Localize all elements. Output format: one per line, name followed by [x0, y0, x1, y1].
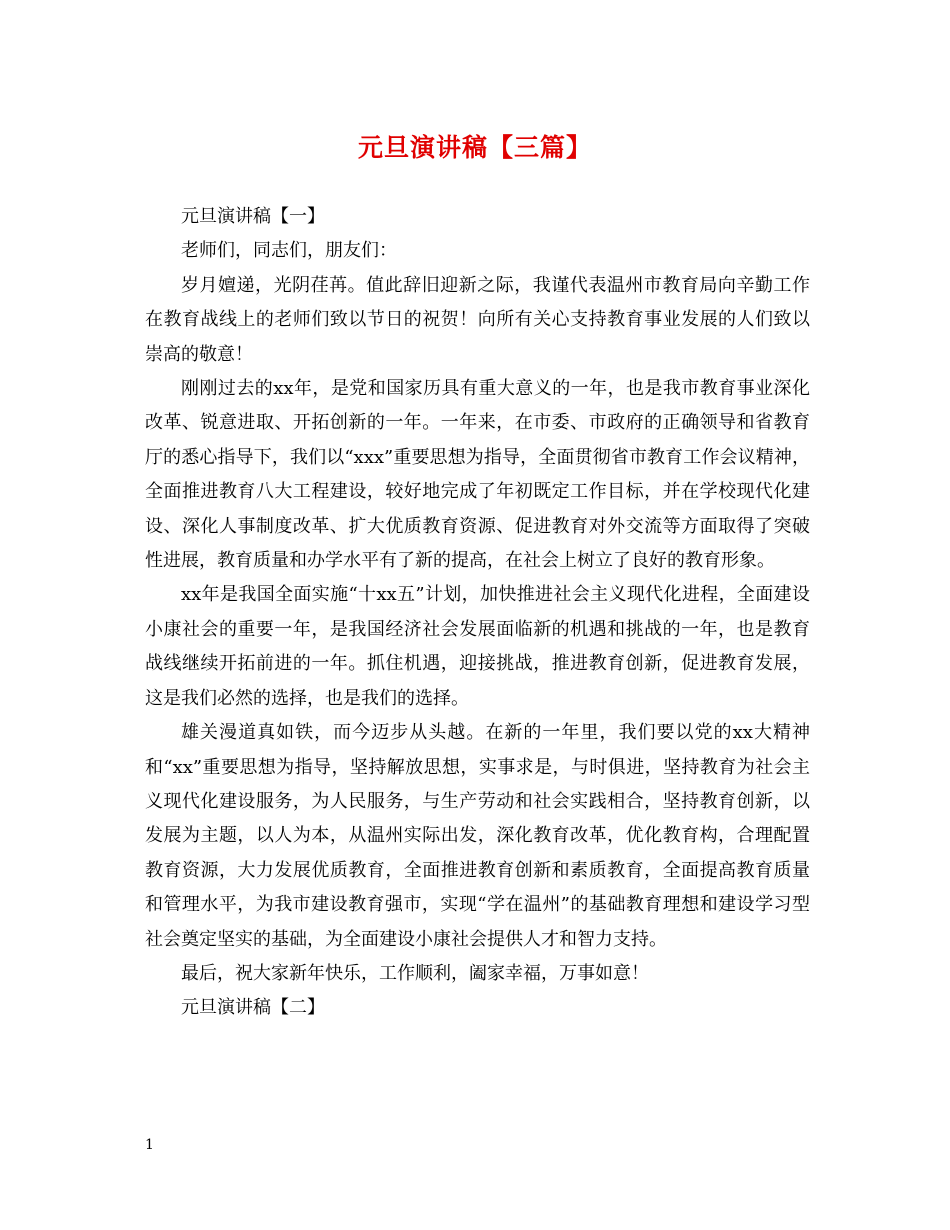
paragraph: xx年是我国全面实施“十xx五”计划，加快推进社会主义现代化进程，全面建设小康社会的重要一年，是我国经济社会发展面临新的机遇和挑战的一年，也是教育战线继续开拓前进的一年。抓住机遇，迎接挑战，推进教育创新，促进教育发展，这是我们必然的选择，也是我们的选择。 — [145, 584, 810, 709]
paragraph: 雄关漫道真如铁，而今迈步从头越。在新的一年里，我们要以党的xx大精神和“xx”重要思想为指导，坚持解放思想，实事求是，与时俱进，坚持教育为社会主义现代化建设服务，为人民服务，与生产劳动和社会实践相合，坚持教育创新，以发展为主题，以人为本，从温州实际出发，深化教育改革，优化教育构，合理配置教育资源，大力发展优质教育，全面推进教育创新和素质教育，全面提高教育质量和管理水平，为我市建设教育强市，实现“学在温州”的基础教育理想和建设学习型社会奠定坚实的基础，为全面建设小康社会提供人才和智力支持。 — [145, 722, 810, 950]
paragraph: 刚刚过去的xx年，是党和国家历具有重大意义的一年，也是我市教育事业深化改革、锐意进取、开拓创新的一年。一年来，在市委、市政府的正确领导和省教育厅的悉心指导下，我们以“xxx”重要思想为指导，全面贯彻省市教育工作会议精神，全面推进教育八大工程建设，较好地完成了年初既定工作目标，并在学校现代化建设、深化人事制度改革、扩大优质教育资源、促进教育对外交流等方面取得了突破性进展，教育质量和办学水平有了新的提高，在社会上树立了良好的教育形象。 — [145, 378, 810, 572]
document-title: 元旦演讲稿【三篇】 — [357, 133, 592, 162]
document-body — [145, 200, 810, 1026]
page-number: 1 — [145, 1137, 154, 1153]
paragraph: 岁月嬗递，光阴荏苒。值此辞旧迎新之际，我谨代表温州市教育局向辛勤工作在教育战线上的老师们致以节日的祝贺！向所有关心支持教育事业发展的人们致以崇高的敬意！ — [145, 274, 810, 365]
closing-wishes: 最后，祝大家新年快乐，工作顺利，阖家幸福，万事如意！ — [181, 962, 649, 984]
section-heading-1: 元旦演讲稿【一】 — [181, 206, 325, 227]
section-heading-2: 元旦演讲稿【二】 — [181, 997, 325, 1019]
salutation: 老师们，同志们，朋友们： — [181, 240, 397, 262]
